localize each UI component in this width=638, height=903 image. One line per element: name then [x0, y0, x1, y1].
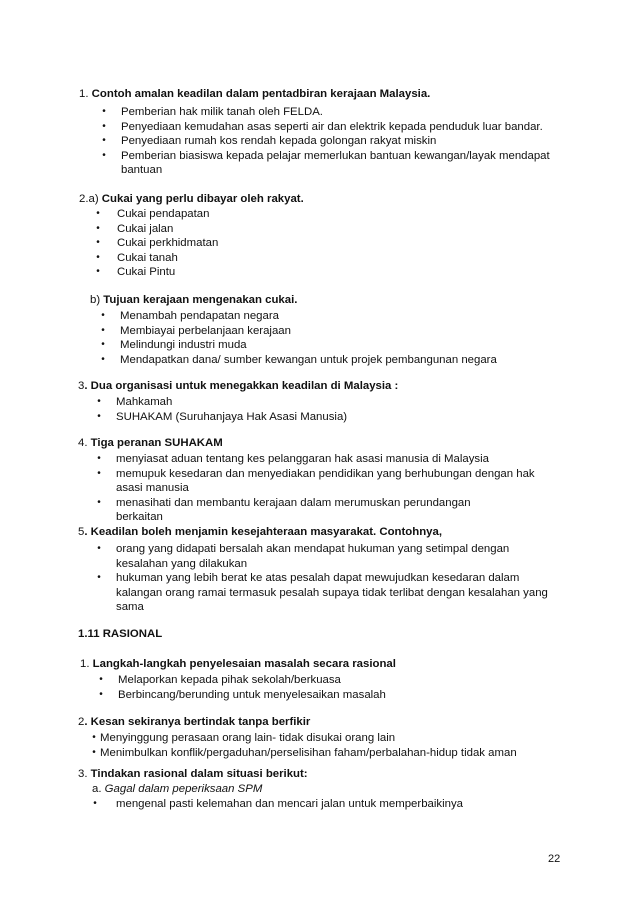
section-heading	[78, 379, 578, 394]
bullet-list	[98, 309, 590, 367]
list-item: • mengenal pasti kelemahan dan mencari jalan untuk memperbaikinya	[90, 797, 578, 812]
section-heading	[79, 87, 579, 102]
section-3	[78, 379, 578, 424]
section-heading	[90, 293, 590, 308]
bullet-icon: •	[96, 237, 100, 249]
list-item: • orang yang didapati bersalah akan mendapat hukuman yang setimpal dengan kesalahan yang dilakukan	[94, 542, 556, 571]
list-item: • Mendapatkan dana/ sumber kewangan untuk projek pembangunan negara	[98, 353, 590, 368]
bullet-icon: •	[97, 496, 101, 508]
list-item: • Menimbulkan konflik/pergaduhan/perselisihan faham/perbalahan-hidup tidak aman	[90, 746, 578, 761]
subsection-number: a.	[92, 783, 105, 795]
subsection-title: Gagal dalam peperiksaan SPM	[104, 783, 263, 795]
bullet-icon: •	[96, 222, 100, 234]
section-heading	[78, 436, 578, 451]
section-heading	[79, 192, 579, 207]
bullet-icon: •	[102, 120, 106, 132]
section-number: 1.	[80, 658, 93, 670]
section-heading	[80, 657, 580, 672]
section-title: . Keadilan boleh menjamin kesejahteraan masyarakat. Contohnya,	[84, 526, 443, 538]
bullet-icon: •	[93, 798, 97, 809]
bullet-icon: •	[97, 453, 101, 464]
page-number: 22	[548, 853, 561, 865]
list-item: • Cukai perkhidmatan	[93, 236, 579, 251]
section-heading	[78, 767, 578, 782]
list-item: • Cukai tanah	[93, 251, 579, 266]
section-title: Tindakan rasional dalam situasi berikut:	[90, 768, 308, 780]
rasional-heading-block	[78, 627, 578, 642]
list-item: • Cukai pendapatan	[93, 207, 579, 222]
bullet-icon: •	[102, 149, 106, 161]
section-1	[79, 87, 579, 178]
section-number: 3	[78, 380, 85, 392]
bullet-icon: •	[97, 410, 101, 422]
rasional-section-2	[78, 715, 578, 760]
bullet-icon: •	[92, 746, 96, 758]
bullet-icon: •	[97, 572, 101, 584]
bullet-list	[94, 395, 578, 424]
list-item: • Cukai Pintu	[93, 265, 579, 280]
list-item: • Penyediaan rumah kos rendah kepada golongan rakyat miskin	[99, 134, 569, 149]
bullet-icon: •	[96, 266, 100, 278]
bullet-icon: •	[101, 324, 105, 336]
section-2a	[79, 192, 579, 280]
bullet-list	[90, 797, 578, 812]
bullet-icon: •	[101, 310, 105, 321]
section-title: Tujuan kerajaan mengenakan cukai.	[103, 294, 298, 306]
section-number: 1.	[79, 88, 92, 100]
bullet-icon: •	[99, 674, 103, 685]
section-4	[78, 436, 578, 525]
bullet-icon: •	[96, 251, 100, 263]
section-title: . Kesan sekiranya bertindak tanpa berfikir	[84, 716, 311, 728]
list-item: • Berbincang/berunding untuk menyelesaikan masalah	[96, 688, 580, 703]
section-number: 2.a)	[79, 193, 102, 205]
list-item: • Penyediaan kemudahan asas seperti air dan elektrik kepada penduduk luar bandar.	[99, 120, 569, 135]
bullet-list	[90, 731, 578, 760]
bullet-icon: •	[97, 543, 101, 554]
list-item: • Menyinggung perasaan orang lain- tidak disukai orang lain	[90, 731, 578, 746]
section-title: Cukai yang perlu dibayar oleh rakyat.	[101, 193, 304, 205]
bullet-list	[94, 452, 564, 525]
list-item: • Membiayai perbelanjaan kerajaan	[98, 324, 590, 339]
list-item: • SUHAKAM (Suruhanjaya Hak Asasi Manusia)	[94, 410, 578, 425]
bullet-list	[99, 105, 569, 178]
section-2b	[90, 293, 590, 367]
section-heading	[78, 715, 578, 730]
list-item: • Mahkamah	[94, 395, 578, 410]
section-title: Contoh amalan keadilan dalam pentadbiran kerajaan Malaysia.	[91, 88, 431, 100]
rasional-section-1	[80, 657, 580, 702]
section-heading	[78, 525, 578, 540]
section-5	[78, 525, 578, 615]
bullet-icon: •	[96, 208, 100, 219]
section-number: 4.	[78, 437, 91, 449]
list-item: • Menambah pendapatan negara	[98, 309, 590, 324]
subsection-heading	[92, 782, 578, 797]
bullet-icon: •	[99, 688, 103, 700]
list-item: • Melindungi industri muda	[98, 338, 590, 353]
section-number: 5	[78, 526, 85, 538]
list-item: • menyiasat aduan tentang kes pelanggaran hak asasi manusia di Malaysia	[94, 452, 564, 467]
list-item: • Cukai jalan	[93, 222, 579, 237]
list-item: • Pemberian hak milik tanah oleh FELDA.	[99, 105, 569, 120]
bullet-icon: •	[102, 135, 106, 147]
section-title: Tiga peranan SUHAKAM	[90, 437, 223, 449]
section-number: 3.	[78, 768, 91, 780]
section-number: 2	[78, 716, 85, 728]
section-title: Langkah-langkah penyelesaian masalah secara rasional	[92, 658, 396, 670]
bullet-icon: •	[92, 732, 96, 743]
section-title: 1.11 RASIONAL	[78, 628, 163, 640]
bullet-icon: •	[97, 467, 101, 479]
bullet-icon: •	[101, 339, 105, 351]
bullet-list	[93, 207, 579, 280]
list-item: • Melaporkan kepada pihak sekolah/berkuasa	[96, 673, 580, 688]
bullet-list	[96, 673, 580, 702]
list-item: • menasihati dan membantu kerajaan dalam merumuskan perundangan berkaitan	[94, 496, 516, 525]
rasional-section-3	[78, 767, 578, 812]
bullet-list	[94, 542, 578, 615]
list-item: • hukuman yang lebih berat ke atas pesalah dapat mewujudkan kesedaran dalam kalangan orang ramai termasuk pesalah supaya tidak terlibat dengan kesalahan yang sama	[94, 571, 568, 615]
bullet-icon: •	[97, 396, 101, 407]
section-title: . Dua organisasi untuk menegakkan keadilan di Malaysia :	[84, 380, 399, 392]
bullet-icon: •	[101, 353, 105, 365]
list-item: • Pemberian biasiswa kepada pelajar memerlukan bantuan kewangan/layak mendapat bantuan	[99, 149, 569, 178]
list-item: • memupuk kesedaran dan menyediakan pendidikan yang berhubungan dengan hak asasi manusia	[94, 467, 556, 496]
bullet-icon: •	[102, 106, 106, 117]
section-number: b)	[90, 294, 104, 306]
